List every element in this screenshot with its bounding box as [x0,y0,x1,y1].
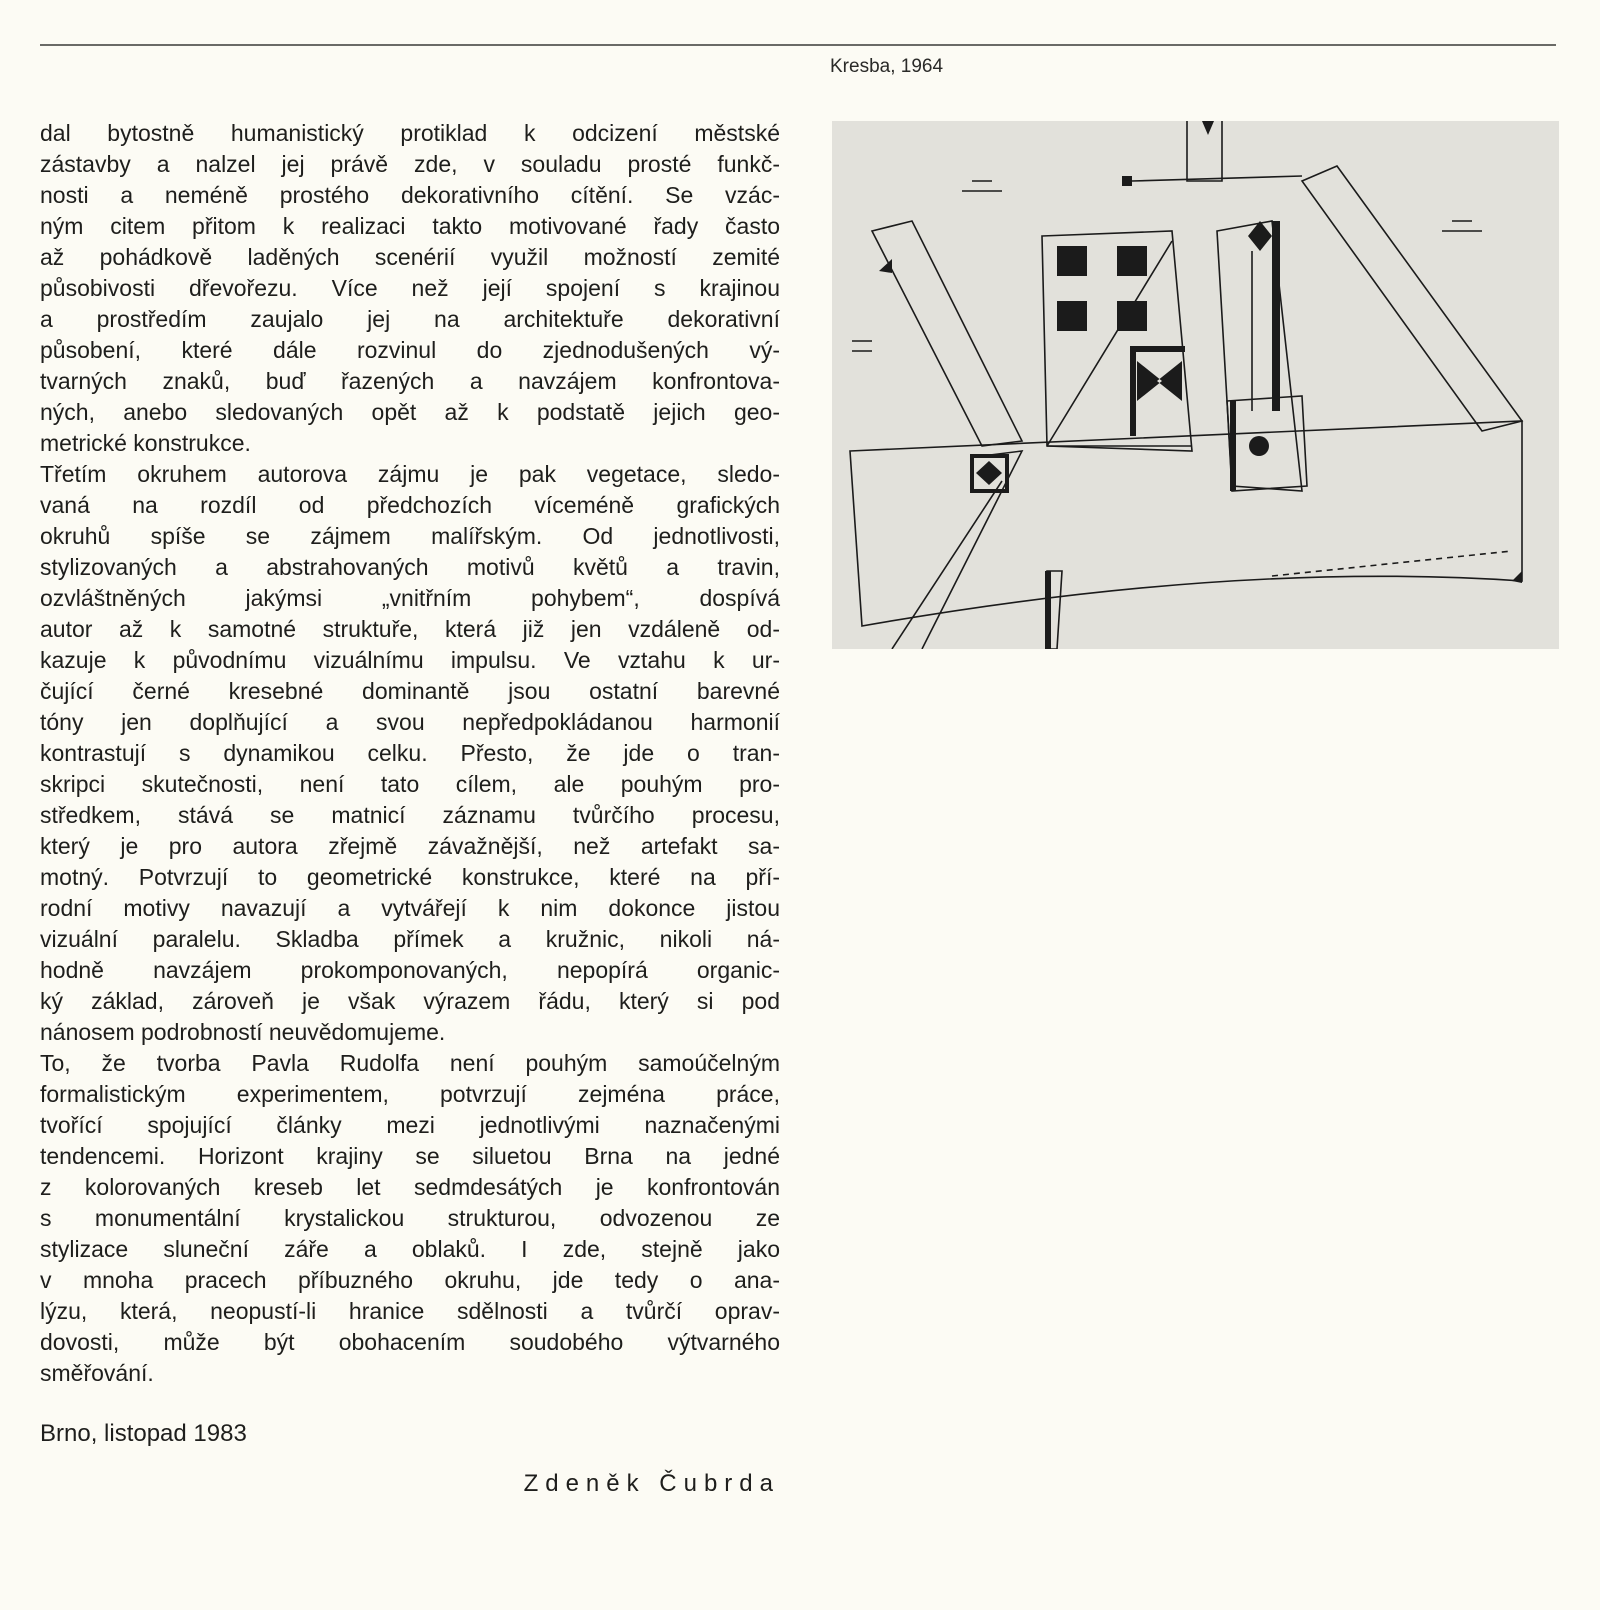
text-line: metrické konstrukce. [40,430,251,456]
abstract-drawing-image [832,121,1559,649]
text-line: z kolorovaných kreseb let sedmdesátých je konfrontován [40,1174,780,1200]
text-line: lýzu, která, neopustí-li hranice sdělnosti a tvůrčí oprav- [40,1298,780,1324]
text-line: směřování. [40,1360,154,1386]
paragraph [40,459,780,1048]
text-line: vizuální paralelu. Skladba přímek a kružnic, nikoli ná- [40,926,780,952]
text-line: To, že tvorba Pavla Rudolfa není pouhým samoúčelným [40,1050,780,1076]
text-line: motný. Potvrzují to geometrické konstrukce, které na pří- [40,864,780,890]
text-line: stylizace sluneční záře a oblaků. I zde, stejně jako [40,1236,780,1262]
text-line: formalistickým experimentem, potvrzují zejména práce, [40,1081,780,1107]
text-line: působivosti dřevořezu. Více než její spojení s krajinou [40,275,780,301]
text-line: autor až k samotné struktuře, která již jen vzdáleně od- [40,616,780,642]
article-text-column [40,118,780,1389]
text-line: kontrastují s dynamikou celku. Přesto, že jde o tran- [40,740,780,766]
text-line: vaná na rozdíl od předchozích víceméně grafických [40,492,780,518]
top-rule [40,44,1556,46]
text-line: ozvláštněných jakýmsi „vnitřním pohybem“, dospívá [40,585,780,611]
paragraph [40,118,780,459]
text-line: skripci skutečnosti, není tato cílem, ale pouhým pro- [40,771,780,797]
text-line: hodně navzájem prokomponovaných, nepopírá organic- [40,957,780,983]
text-line: kazuje k původnímu vizuálnímu impulsu. Ve vztahu k ur- [40,647,780,673]
text-line: tvarných znaků, buď řazených a navzájem konfrontova- [40,368,780,394]
text-line: tendencemi. Horizont krajiny se siluetou Brna na jedné [40,1143,780,1169]
text-line: tvořící spojující články mezi jednotlivými naznačenými [40,1112,780,1138]
text-line: dal bytostně humanistický protiklad k odcizení městské [40,120,780,146]
text-line: který je pro autora zřejmě závažnější, než artefakt sa- [40,833,780,859]
text-line: v mnoha pracech příbuzného okruhu, jde tedy o ana- [40,1267,780,1293]
artwork-drawing [832,121,1559,649]
text-line: okruhů spíše se zájmem malířským. Od jednotlivosti, [40,523,780,549]
place-date: Brno, listopad 1983 [40,1420,247,1447]
artwork-caption: Kresba, 1964 [830,56,944,77]
author-signature: Zdeněk Čubrda [523,1470,780,1497]
text-line: stylizovaných a abstrahovaných motivů květů a travin, [40,554,780,580]
text-line: ných, anebo sledovaných opět až k podstatě jejich geo- [40,399,780,425]
text-line: středkem, stává se matnicí záznamu tvůrčího procesu, [40,802,780,828]
text-line: ným citem přitom k realizaci takto motivované řady často [40,213,780,239]
text-line: zástavby a nalzel jej právě zde, v souladu prosté funkč- [40,151,780,177]
text-line: dovosti, může být obohacením soudobého výtvarného [40,1329,780,1355]
text-line: ký základ, zároveň je však výrazem řádu, který si pod [40,988,780,1014]
text-line: s monumentální krystalickou strukturou, odvozenou ze [40,1205,780,1231]
text-line: až pohádkově laděných scenérií využil možností zemité [40,244,780,270]
text-line: tóny jen doplňující a svou nepředpokládanou harmonií [40,709,780,735]
text-line: rodní motivy navazují a vytvářejí k nim dokonce jistou [40,895,780,921]
paragraph [40,1048,780,1389]
text-line: a prostředím zaujalo jej na architektuře dekorativní [40,306,780,332]
text-line: působení, které dále rozvinul do zjednodušených vý- [40,337,780,363]
text-line: nosti a neméně prostého dekorativního cítění. Se vzác- [40,182,780,208]
text-line: nánosem podrobností neuvědomujeme. [40,1019,446,1045]
text-line: čující černé kresebné dominantě jsou ostatní barevné [40,678,780,704]
text-line: Třetím okruhem autorova zájmu je pak vegetace, sledo- [40,461,780,487]
